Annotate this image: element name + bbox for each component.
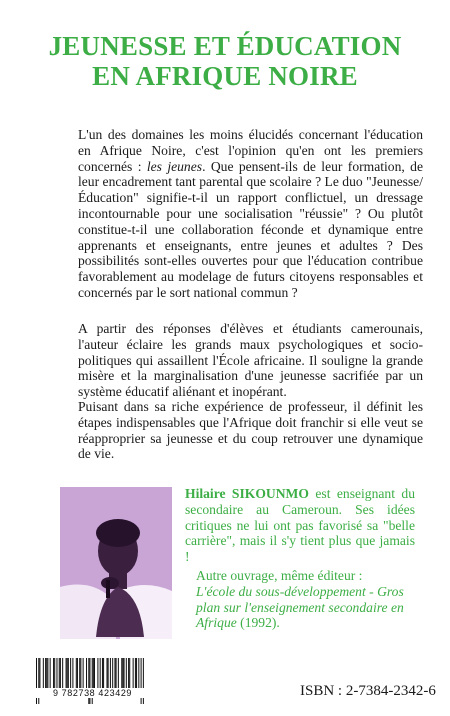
barcode-bar — [80, 658, 81, 688]
barcode-bar — [100, 658, 101, 688]
barcode-bar — [43, 658, 44, 688]
barcode-bar — [59, 658, 60, 688]
other-works-intro: Autre ouvrage, même éditeur : — [196, 568, 363, 583]
barcode-bar — [93, 658, 94, 688]
barcode-bar — [110, 658, 111, 688]
barcode-bar — [106, 658, 107, 688]
barcode-bar — [94, 658, 95, 688]
barcode-bar — [138, 658, 139, 688]
blurb-paragraph-3: Puisant dans sa riche expérience de professeur, il définit les étapes indispensables que l'Afrique doit franchir si elle veut se réapproprier sa jeunesse et du coup retrouver une dynamique de vie. — [78, 399, 423, 462]
barcode-bar — [135, 658, 136, 688]
isbn-number: ISBN : 2-7384-2342-6 — [300, 683, 436, 699]
emphasis-les-jeunes: les jeunes — [146, 158, 203, 174]
barcode-bar — [56, 658, 57, 688]
barcode-bar — [97, 658, 98, 688]
barcode-bar — [53, 658, 54, 688]
barcode-bar — [112, 658, 113, 688]
barcode-bar — [77, 658, 78, 688]
barcode-bar — [62, 658, 63, 688]
barcode-digits: 9 782738 423429 — [30, 688, 155, 698]
barcode-bar — [79, 658, 80, 688]
barcode-bar — [66, 658, 67, 688]
barcode-bar — [121, 658, 122, 688]
title-line-1: JEUNESSE ET ÉDUCATION — [48, 31, 402, 61]
barcode-bar — [70, 658, 71, 688]
barcode-bar — [60, 658, 61, 688]
barcode-bar — [47, 658, 48, 688]
author-photo — [60, 487, 172, 639]
barcode — [32, 658, 148, 706]
barcode-bar — [128, 658, 129, 688]
barcode-bar — [86, 658, 87, 688]
barcode-bar — [46, 658, 47, 688]
barcode-bar — [108, 658, 109, 688]
barcode-bar — [114, 658, 115, 688]
barcode-bar — [124, 658, 125, 688]
barcode-bar — [67, 658, 68, 688]
barcode-bar — [68, 658, 69, 688]
barcode-bar — [136, 658, 137, 688]
other-works: Autre ouvrage, même éditeur : L'école du sous-développement - Gros plan sur l'enseignement secondaire en Afrique (1992). — [196, 568, 421, 631]
barcode-bar — [122, 658, 123, 688]
barcode-bar — [116, 658, 117, 688]
author-bio: Hilaire SIKOUNMO est enseignant du secondaire au Cameroun. Ses idées critiques ne lui ont pas favorisé sa "belle carrière", mais il s'y tient plus que jamais ! — [185, 486, 415, 565]
blurb-paragraph-2: A partir des réponses d'élèves et étudiants camerounais, l'auteur éclaire les grands maux psychologiques et socio-politiques qui assaillent l'École africaine. Il souligne la grande misère et la marginalisation d'une jeunesse sacrifiée par un système éducatif aliénant et inopérant. — [78, 321, 423, 400]
barcode-bar — [102, 658, 103, 688]
title-line-2: EN AFRIQUE NOIRE — [92, 61, 358, 91]
barcode-bar — [126, 658, 127, 688]
barcode-bar — [129, 658, 130, 688]
barcode-bar — [50, 658, 51, 688]
barcode-bar — [118, 658, 119, 688]
barcode-bar — [72, 658, 73, 688]
barcode-bar — [76, 658, 77, 688]
blurb-paragraph-1: L'un des domaines les moins élucidés concernant l'éducation en Afrique Noire, c'est l'opinion qu'en ont les premiers concernés : les jeunes. Que pensent-ils de leur formation, de leur encadrement tant parental que scolaire ? Le duo "Jeunesse/Éducation" signifie-t-il un rapport conflictuel, un dressage incontournable pour une socialisation "réussie" ? Ou plutôt constitue-t-il une collaboration féconde et dynamique entre apprenants et enseignants, entre jeunes et adultes ? Des possibilités sont-elles ouvertes pour que l'éducation contribue favorablement au modelage de futurs citoyens responsables et concernés par le sort national commun ? — [78, 127, 423, 300]
author-name: Hilaire SIKOUNMO — [185, 486, 309, 501]
barcode-bar — [133, 658, 134, 688]
other-works-title: L'école du sous-développement - Gros plan sur l'enseignement secondaire en Afrique — [196, 583, 404, 631]
barcode-bar — [103, 658, 104, 688]
barcode-bar — [39, 658, 40, 688]
barcode-bar — [54, 658, 55, 688]
barcode-bar — [83, 658, 84, 688]
barcode-bar — [45, 658, 46, 688]
